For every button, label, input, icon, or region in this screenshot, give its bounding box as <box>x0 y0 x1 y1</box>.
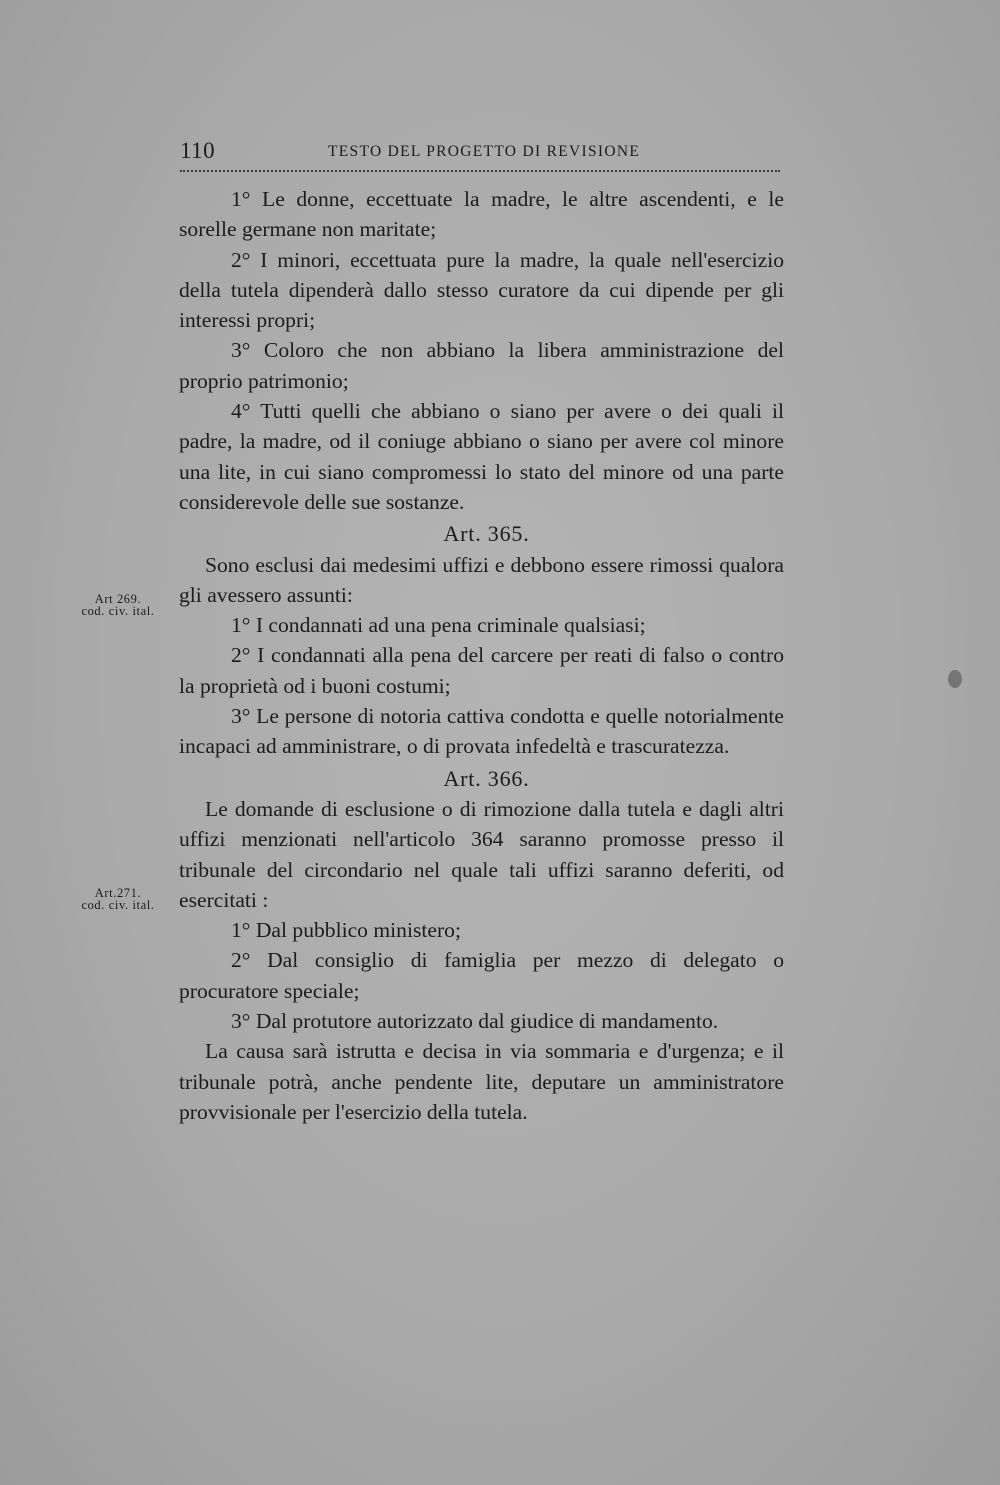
paragraph: 2° I condannati alla pena del carcere per reati di falso o contro la proprietà od i buoni costumi; <box>179 643 784 698</box>
body-text <box>179 184 784 1127</box>
article-heading-365: Art. 365. <box>443 521 530 547</box>
paragraph: 2° I minori, eccettuata pure la madre, la quale nell'esercizio della tutela dipenderà dallo stesso curatore da cui dipende per gli interessi propri; <box>179 247 784 333</box>
paragraph: 3° Coloro che non abbiano la libera amministrazione del proprio patrimonio; <box>179 338 784 393</box>
paragraph: 2° Dal consiglio di famiglia per mezzo di delegato o procuratore speciale; <box>179 948 784 1003</box>
running-title: TESTO DEL PROGETTO DI REVISIONE <box>328 143 641 160</box>
page-header <box>180 138 780 172</box>
paragraph: Le domande di esclusione o di rimozione dalla tutela e dagli altri uffizi menzionati nell'articolo 364 saranno promosse presso il tribunale del circondario nel quale tali uffizi saranno deferiti, od esercitati : <box>179 796 784 912</box>
paragraph: 1° Dal pubblico ministero; <box>231 918 461 943</box>
margin-note-art-271 <box>58 887 178 911</box>
paragraph: 3° Le persone di notoria cattiva condotta e quelle notorialmente incapaci ad amministrare, o di provata infedeltà e trascuratezza. <box>179 704 784 759</box>
margin-note-article: Art.271. <box>94 886 142 900</box>
page-number: 110 <box>180 138 216 163</box>
header-rule <box>180 170 780 172</box>
ink-spot <box>948 670 962 688</box>
margin-note-code: cod. civ. ital. <box>81 898 155 912</box>
paragraph: 3° Dal protutore autorizzato dal giudice di mandamento. <box>231 1009 719 1034</box>
paragraph: 1° Le donne, eccettuate la madre, le altre ascendenti, e le sorelle germane non maritate; <box>179 187 784 242</box>
margin-note-code: cod. civ. ital. <box>81 604 155 618</box>
article-heading-366: Art. 366. <box>443 765 530 791</box>
paragraph: La causa sarà istrutta e decisa in via sommaria e d'urgenza; e il tribunale potrà, anche pendente lite, deputare un amministratore provvisionale per l'esercizio della tutela. <box>179 1039 784 1124</box>
paragraph: 4° Tutti quelli che abbiano o siano per avere o dei quali il padre, la madre, od il coniuge abbiano o siano per avere col minore una lite, in cui siano compromessi lo stato del minore od una parte considerevole delle sue sostanze. <box>179 399 784 514</box>
margin-note-art-269 <box>58 593 178 617</box>
margin-note-article: Art 269. <box>94 592 142 606</box>
paragraph: 1° I condannati ad una pena criminale qualsiasi; <box>231 613 646 638</box>
paragraph: Sono esclusi dai medesimi uffizi e debbono essere rimossi qualora gli avessero assunti: <box>179 552 784 607</box>
